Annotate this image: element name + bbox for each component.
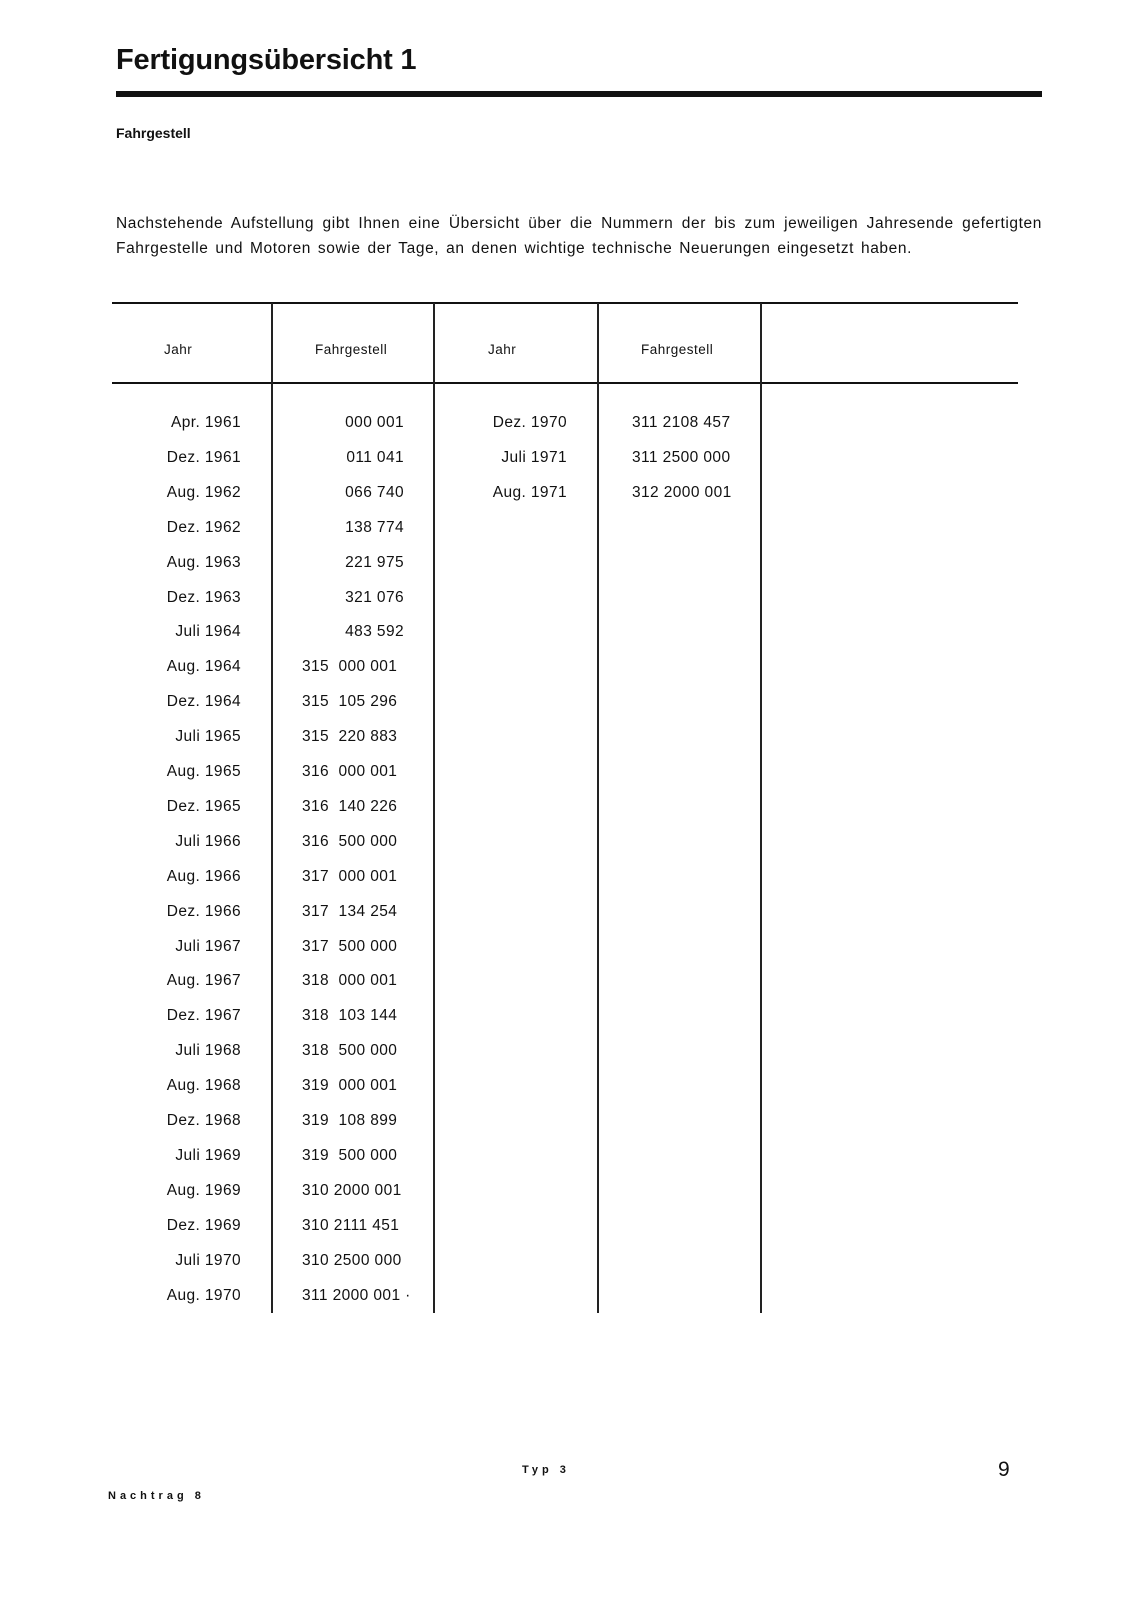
left-row-chassis-number: 318 500 000 [302,1042,398,1059]
left-row-date: Dez. 1966 [166,903,241,920]
left-row-date: Dez. 1961 [166,449,241,466]
left-row-chassis-number: 319 000 001 [302,1077,398,1094]
left-row-date: Aug. 1968 [166,1077,241,1094]
left-row-date: Juli 1965 [175,728,241,745]
left-row-date: Aug. 1965 [166,763,241,780]
left-row-date: Juli 1967 [175,938,241,955]
left-row-date: Juli 1964 [175,623,241,640]
column-divider-4 [760,303,762,1313]
right-row-chassis-number: 311 2108 457 [632,414,731,431]
left-row-chassis-number: 315 220 883 [302,728,398,745]
left-row-chassis-number: 221 975 [345,554,404,571]
left-row-date: Aug. 1969 [166,1182,241,1199]
left-row-date: Dez. 1962 [166,519,241,536]
left-row-chassis-number: 319 500 000 [302,1147,398,1164]
column-divider-1 [271,303,273,1313]
header-jahr-left: Jahr [164,342,193,357]
right-row-date: Juli 1971 [501,449,567,466]
left-row-date: Aug. 1967 [166,972,241,989]
left-row-chassis-number: 310 2500 000 [302,1252,402,1269]
footer-type: Typ 3 [522,1464,570,1476]
left-row-chassis-number: 315 105 296 [302,693,398,710]
left-row-chassis-number: 311 2000 001 · [302,1287,411,1304]
title-rule [116,91,1042,97]
left-row-date: Juli 1969 [175,1147,241,1164]
left-row-date: Dez. 1967 [166,1007,241,1024]
left-row-date: Dez. 1964 [166,693,241,710]
header-jahr-right: Jahr [488,342,517,357]
left-row-date: Apr. 1961 [171,414,241,431]
left-row-chassis-number: 011 041 [346,449,404,466]
left-row-chassis-number: 138 774 [345,519,404,536]
left-row-chassis-number: 318 103 144 [302,1007,398,1024]
left-row-chassis-number: 310 2111 451 [302,1217,400,1234]
right-row-chassis-number: 312 2000 001 [632,484,732,501]
left-row-date: Dez. 1968 [166,1112,241,1129]
table-header-rule [112,382,1018,384]
left-row-date: Aug. 1966 [166,868,241,885]
left-row-date: Dez. 1969 [166,1217,241,1234]
left-row-date: Aug. 1970 [166,1287,241,1304]
left-row-chassis-number: 310 2000 001 [302,1182,402,1199]
left-row-chassis-number: 319 108 899 [302,1112,398,1129]
left-row-chassis-number: 316 500 000 [302,833,398,850]
left-row-date: Juli 1966 [175,833,241,850]
left-row-chassis-number: 483 592 [345,623,404,640]
left-row-date: Juli 1970 [175,1252,241,1269]
left-row-chassis-number: 316 140 226 [302,798,398,815]
left-row-date: Aug. 1962 [166,484,241,501]
table-top-rule [112,302,1018,304]
left-row-date: Aug. 1963 [166,554,241,571]
column-divider-3 [597,303,599,1313]
right-row-date: Aug. 1971 [492,484,567,501]
column-divider-2 [433,303,435,1313]
footer-supplement: Nachtrag 8 [108,1490,205,1502]
header-fahrgestell-right: Fahrgestell [641,342,714,357]
left-row-chassis-number: 316 000 001 [302,763,398,780]
left-row-chassis-number: 000 001 [345,414,404,431]
header-fahrgestell-left: Fahrgestell [315,342,388,357]
left-row-chassis-number: 321 076 [345,589,404,606]
section-subtitle: Fahrgestell [116,125,191,141]
right-row-chassis-number: 311 2500 000 [632,449,731,466]
intro-paragraph: Nachstehende Aufstellung gibt Ihnen eine Übersicht über die Nummern der bis zum jeweiligen Jahresende gefertigten Fahrgestelle und Motoren sowie der Tage, an denen wichtige technische Neuerungen eingesetzt haben. [116,215,1042,257]
page-title: Fertigungsübersicht 1 [116,44,417,76]
left-row-chassis-number: 315 000 001 [302,658,398,675]
left-row-chassis-number: 317 000 001 [302,868,398,885]
right-row-date: Dez. 1970 [492,414,567,431]
left-row-date: Juli 1968 [175,1042,241,1059]
left-row-chassis-number: 317 500 000 [302,938,398,955]
left-row-date: Dez. 1963 [166,589,241,606]
page-number: 9 [998,1458,1010,1481]
left-row-date: Aug. 1964 [166,658,241,675]
left-row-chassis-number: 317 134 254 [302,903,398,920]
left-row-chassis-number: 318 000 001 [302,972,398,989]
left-row-date: Dez. 1965 [166,798,241,815]
left-row-chassis-number: 066 740 [345,484,404,501]
